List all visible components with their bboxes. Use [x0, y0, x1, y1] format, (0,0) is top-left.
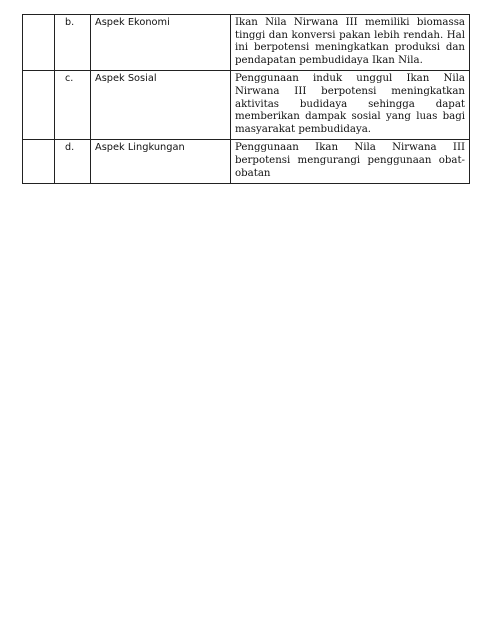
table-row: [23, 140, 470, 184]
table-cell-blank: [23, 15, 55, 71]
table-row: [23, 71, 470, 140]
table-row: [23, 15, 470, 71]
row-aspect: Aspek Lingkungan: [91, 140, 231, 184]
table-cell-blank: [23, 140, 55, 184]
row-description: Penggunaan induk unggul Ikan Nila Nirwana III berpotensi meningkatkan aktivitas budidaya sehingga dapat memberikan dampak sosial yang luas bagi masyarakat pembudidaya.: [231, 71, 470, 140]
row-aspect: Aspek Sosial: [91, 71, 231, 140]
row-aspect: Aspek Ekonomi: [91, 15, 231, 71]
table-cell-blank: [23, 71, 55, 140]
row-letter: c.: [55, 71, 91, 140]
row-letter: d.: [55, 140, 91, 184]
row-letter: b.: [55, 15, 91, 71]
row-description: Ikan Nila Nirwana III memiliki biomassa tinggi dan konversi pakan lebih rendah. Hal ini berpotensi meningkatkan produksi dan pendapatan pembudidaya Ikan Nila.: [231, 15, 470, 71]
aspect-table: [22, 14, 470, 184]
row-description: Penggunaan Ikan Nila Nirwana III berpotensi mengurangi penggunaan obat-obatan: [231, 140, 470, 184]
